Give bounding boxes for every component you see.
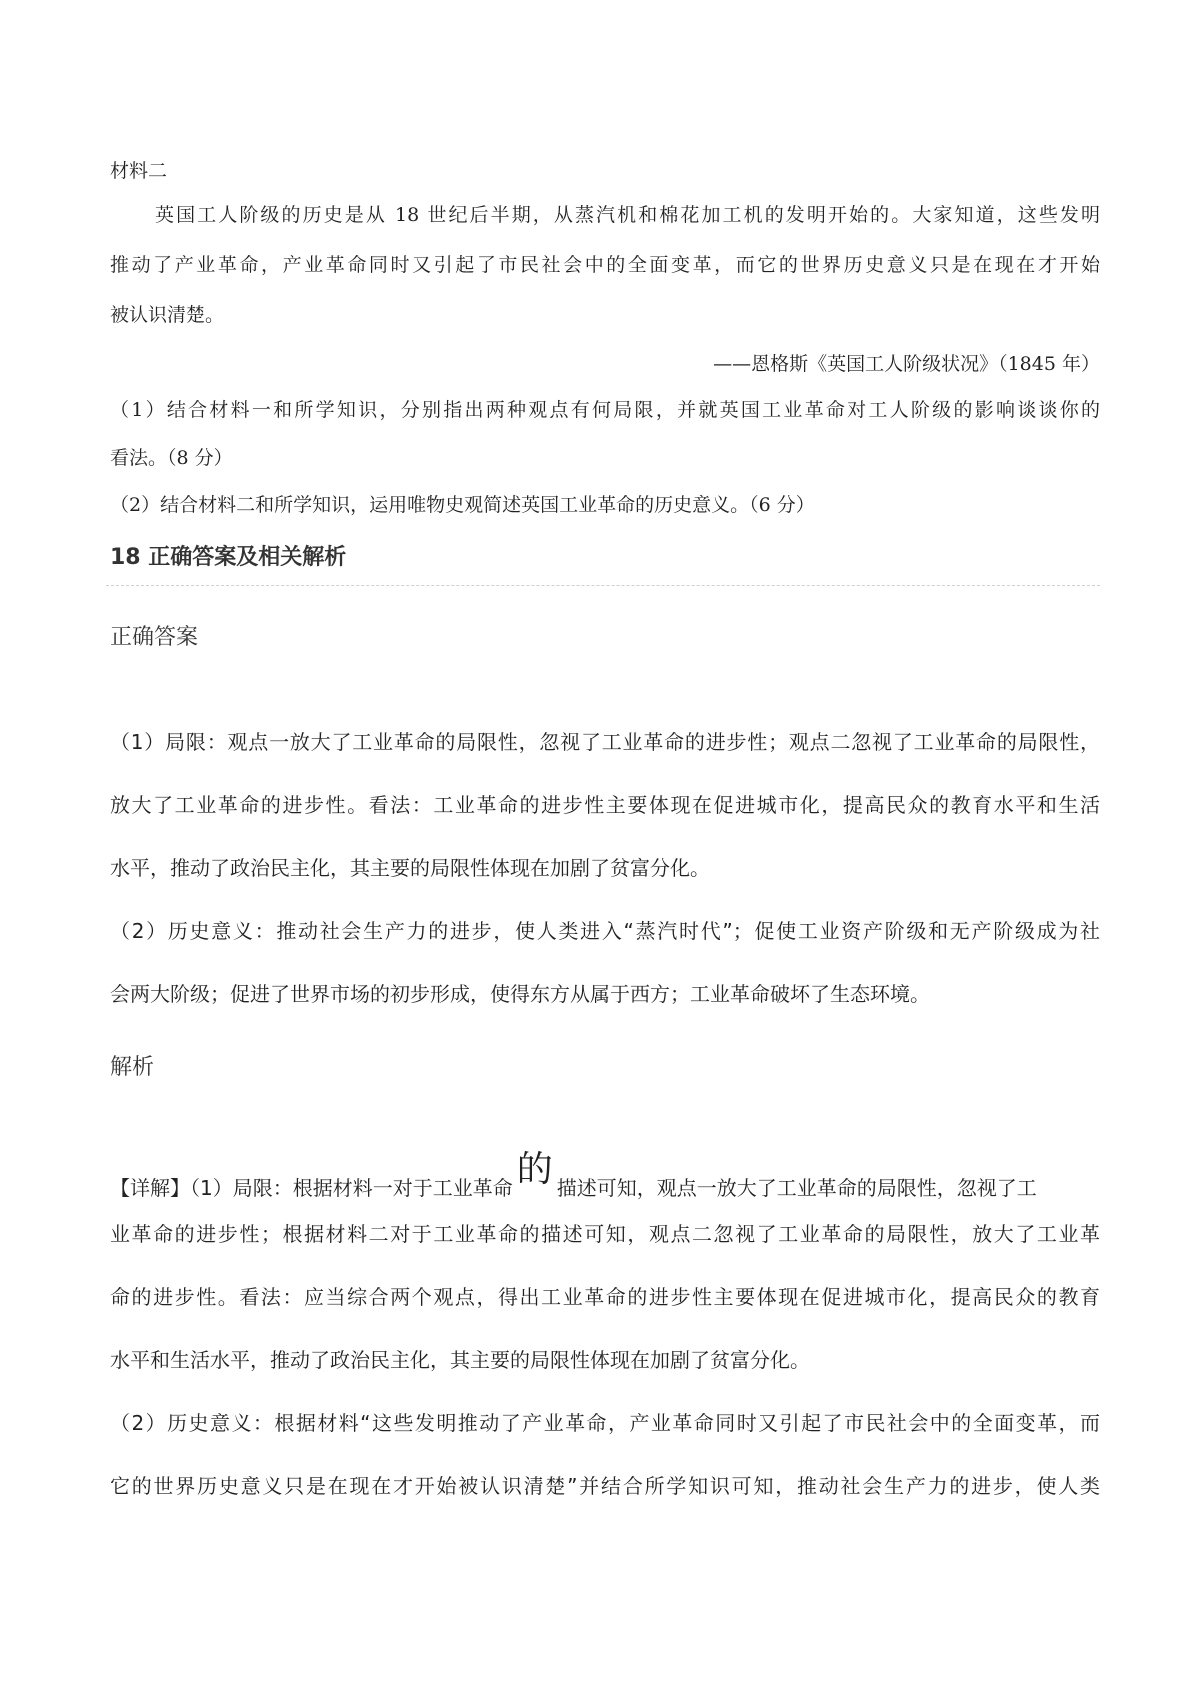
analysis-1-text: 描述可知，观点一放大了工业革命的局限性，忽视了工 (556, 1176, 1037, 1200)
answer-1-line: 水平，推动了政治民主化，其主要的局限性体现在加剧了贫富分化。 (110, 856, 710, 880)
analysis-1-line: 命的进步性。看法：应当综合两个观点，得出工业革命的进步性主要体现在促进城市化，提高民众的教育 (110, 1285, 1100, 1309)
analysis-1-line: 业革命的进步性；根据材料二对于工业革命的描述可知，观点二忽视了工业革命的局限性，放大了工业革 (110, 1222, 1100, 1246)
material2-label: 材料二 (110, 160, 168, 182)
material2-paragraph-line: 英国工人阶级的历史是从 18 世纪后半期，从蒸汽机和棉花加工机的发明开始的。大家知道，这些发明 (155, 204, 1100, 226)
material2-paragraph-line: 推动了产业革命，产业革命同时又引起了市民社会中的全面变革，而它的世界历史意义只是在现在才开始 (110, 254, 1100, 276)
question-2: （2）结合材料二和所学知识，运用唯物史观简述英国工业革命的历史意义。（6 分） (110, 494, 815, 516)
answer-2-line: 会两大阶级；促进了世界市场的初步形成，使得东方从属于西方；工业革命破坏了生态环境。 (110, 982, 930, 1006)
question-1-line: 看法。（8 分） (110, 447, 233, 469)
analysis-2-line: 它的世界历史意义只是在现在才开始被认识清楚”并结合所学知识可知，推动社会生产力的进步，使人类 (110, 1474, 1100, 1498)
analysis-1-text: 【详解】（1）局限：根据材料一对于工业革命 (110, 1176, 513, 1200)
analysis-2-line: （2）历史意义：根据材料“这些发明推动了产业革命，产业革命同时又引起了市民社会中的全面变革，而 (110, 1411, 1100, 1435)
material2-source: ——恩格斯《英国工人阶级状况》（1845 年） (713, 353, 1100, 375)
section-divider (106, 585, 1100, 586)
answer-2-line: （2）历史意义：推动社会生产力的进步，使人类进入“蒸汽时代”；促使工业资产阶级和无产阶级成为社 (110, 919, 1100, 943)
material2-paragraph-line: 被认识清楚。 (110, 304, 225, 326)
analysis-1-line (110, 1149, 1037, 1206)
analysis-1-line: 水平和生活水平，推动了政治民主化，其主要的局限性体现在加剧了贫富分化。 (110, 1348, 810, 1372)
answer-1-line: （1）局限：观点一放大了工业革命的局限性，忽视了工业革命的进步性；观点二忽视了工业革命的局限性， (110, 730, 1100, 754)
answer-section-heading: 18 正确答案及相关解析 (110, 545, 347, 570)
analysis-label: 解析 (110, 1055, 155, 1080)
analysis-enlarged-char: 的 (516, 1149, 553, 1190)
answer-1-line: 放大了工业革命的进步性。看法：工业革命的进步性主要体现在促进城市化，提高民众的教育水平和生活 (110, 793, 1100, 817)
correct-answer-label: 正确答案 (110, 625, 199, 650)
question-1-line: （1）结合材料一和所学知识，分别指出两种观点有何局限，并就英国工业革命对工人阶级的影响谈谈你的 (110, 399, 1100, 421)
